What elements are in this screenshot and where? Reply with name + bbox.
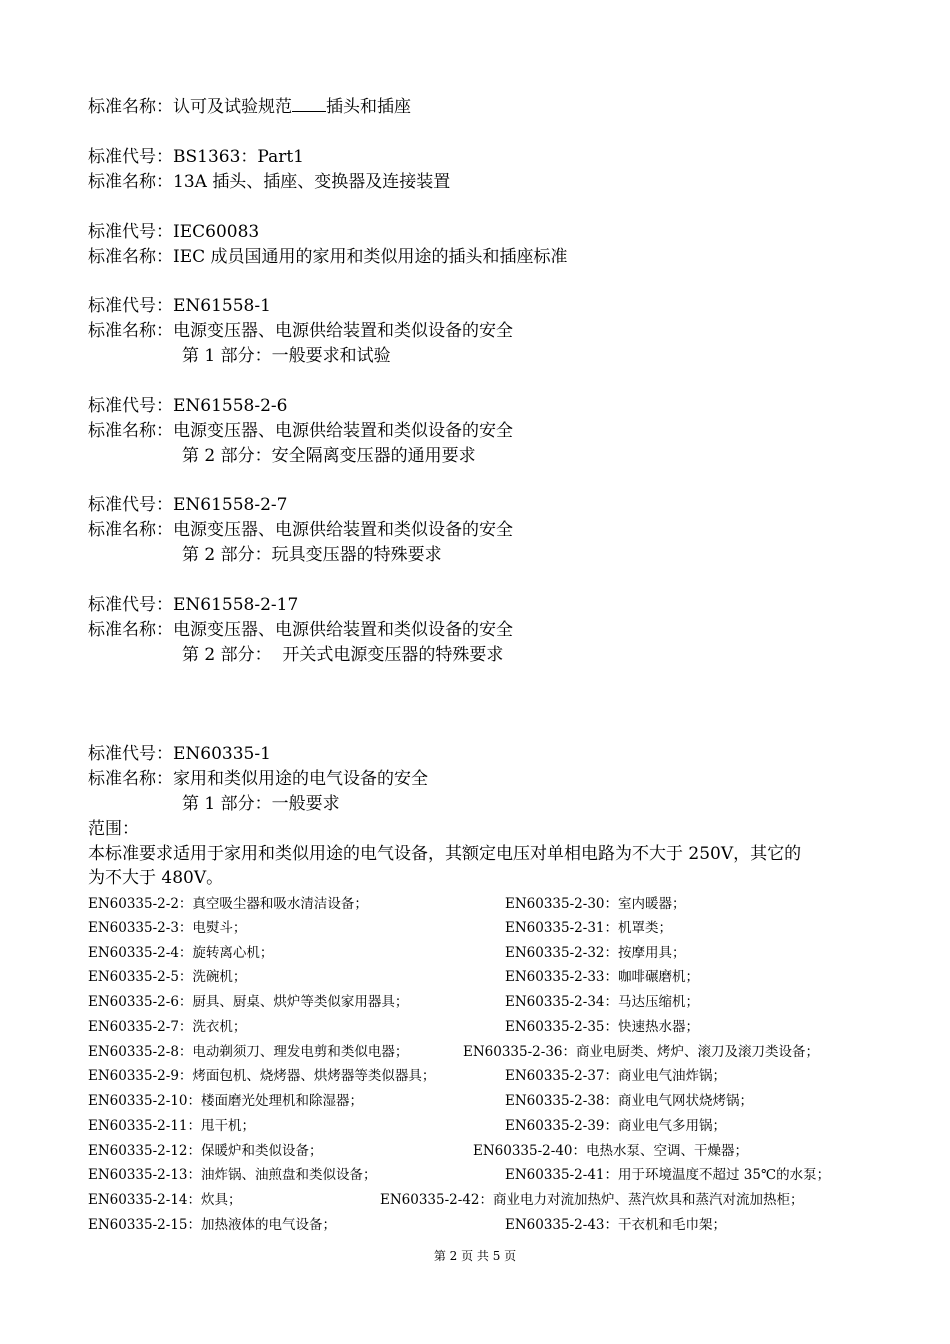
code-label: 标准代号： xyxy=(88,296,173,316)
name-label: 标准名称： xyxy=(88,247,173,267)
part-item: EN60335-2-13：油炸锅、油煎盘和类似设备； xyxy=(88,1167,377,1183)
part-item: EN60335-2-2：真空吸尘器和吸水清洁设备； xyxy=(88,896,368,912)
code-value: EN60335-1 xyxy=(173,744,271,764)
name-tail: 插头和插座 xyxy=(326,97,411,117)
name-value: 电源变压器、电源供给装置和类似设备的安全 xyxy=(173,520,513,540)
part-item: EN60335-2-30：室内暖器； xyxy=(505,896,686,912)
part-item: EN60335-2-38：商业电气网状烧烤锅； xyxy=(505,1093,754,1109)
entry-sub-line: 第 2 部分：安全隔离变压器的通用要求 xyxy=(182,446,476,466)
part-item: EN60335-2-42：商业电力对流加热炉、蒸汽炊具和蒸汽对流加热柜； xyxy=(380,1192,804,1208)
code-value: IEC60083 xyxy=(173,222,260,242)
entry-code-line xyxy=(88,221,259,243)
name-value: 13A 插头、插座、变换器及连接装置 xyxy=(173,172,451,192)
part-item: EN60335-2-33：咖啡碾磨机； xyxy=(505,969,700,985)
entry-code-line xyxy=(88,494,287,516)
code-value: EN61558-2-6 xyxy=(173,396,288,416)
entry-sub-line: 第 1 部分：一般要求 xyxy=(182,794,340,814)
part-item: EN60335-2-36：商业电厨类、烤炉、滚刀及滚刀类设备； xyxy=(463,1044,820,1060)
part-item: EN60335-2-4：旋转离心机； xyxy=(88,945,274,961)
scope-line-2: 为不大于 480V。 xyxy=(88,868,224,888)
entry-name-line xyxy=(88,768,428,790)
code-label: 标准代号： xyxy=(88,744,173,764)
scope-label: 范围： xyxy=(88,819,139,839)
entry-name-line xyxy=(88,519,513,541)
code-value: EN61558-2-17 xyxy=(173,595,299,615)
entry-code-line xyxy=(88,395,287,417)
part-item: EN60335-2-41：用于环境温度不超过 35℃的水泵； xyxy=(505,1167,831,1183)
code-label: 标准代号： xyxy=(88,396,173,416)
name-label: 标准名称： xyxy=(88,769,173,789)
name-text: 认可及试验规范 xyxy=(173,97,292,117)
part-item: EN60335-2-11：甩干机； xyxy=(88,1118,256,1134)
part-item: EN60335-2-43：干衣机和毛巾架； xyxy=(505,1217,727,1233)
part-item: EN60335-2-34：马达压缩机； xyxy=(505,994,700,1010)
name-label: 标准名称： xyxy=(88,620,173,640)
part-item: EN60335-2-7：洗衣机； xyxy=(88,1019,247,1035)
name-label: 标准名称： xyxy=(88,172,173,192)
blank-underline xyxy=(292,97,326,112)
name-label: 标准名称： xyxy=(88,520,173,540)
entry-name-line xyxy=(88,320,513,342)
name-label: 标准名称： xyxy=(88,321,173,341)
part-item: EN60335-2-12：保暖炉和类似设备； xyxy=(88,1143,323,1159)
page-footer: 第 2 页 共 5 页 xyxy=(433,1249,517,1263)
name-label: 标准名称： xyxy=(88,421,173,441)
code-label: 标准代号： xyxy=(88,595,173,615)
part-item: EN60335-2-5：洗碗机； xyxy=(88,969,247,985)
code-value: BS1363：Part1 xyxy=(173,147,304,167)
name-value: 电源变压器、电源供给装置和类似设备的安全 xyxy=(173,421,513,441)
entry-name-line xyxy=(88,420,513,442)
code-label: 标准代号： xyxy=(88,222,173,242)
name-value: 家用和类似用途的电气设备的安全 xyxy=(173,769,428,789)
part-item: EN60335-2-6：厨具、厨桌、烘炉等类似家用器具； xyxy=(88,994,409,1010)
part-item: EN60335-2-10：楼面磨光处理机和除湿器； xyxy=(88,1093,364,1109)
code-label: 标准代号： xyxy=(88,495,173,515)
part-item: EN60335-2-3：电熨斗； xyxy=(88,920,247,936)
name-label: 标准名称： xyxy=(88,97,173,117)
part-item: EN60335-2-9：烤面包机、烧烤器、烘烤器等类似器具； xyxy=(88,1068,436,1084)
part-item: EN60335-2-14：炊具； xyxy=(88,1192,242,1208)
part-item: EN60335-2-31：机罩类； xyxy=(505,920,673,936)
code-value: EN61558-1 xyxy=(173,296,271,316)
part-item: EN60335-2-37：商业电气油炸锅； xyxy=(505,1068,727,1084)
entry-code-line xyxy=(88,594,298,616)
part-item: EN60335-2-40：电热水泵、空调、干燥器； xyxy=(473,1143,749,1159)
part-item: EN60335-2-32：按摩用具； xyxy=(505,945,686,961)
part-item: EN60335-2-35：快速热水器； xyxy=(505,1019,700,1035)
entry-name-line xyxy=(88,171,450,193)
name-value: 电源变压器、电源供给装置和类似设备的安全 xyxy=(173,321,513,341)
part-item: EN60335-2-15：加热液体的电气设备； xyxy=(88,1217,337,1233)
entry-code-line xyxy=(88,295,271,317)
scope-line-1: 本标准要求适用于家用和类似用途的电气设备，其额定电压对单相电路为不大于 250V，其它的 xyxy=(88,844,802,864)
code-label: 标准代号： xyxy=(88,147,173,167)
entry-name-line xyxy=(88,246,568,268)
name-value: IEC 成员国通用的家用和类似用途的插头和插座标准 xyxy=(173,247,568,267)
part-item: EN60335-2-39：商业电气多用锅； xyxy=(505,1118,727,1134)
entry-code-line xyxy=(88,743,271,765)
entry-sub-line: 第 1 部分：一般要求和试验 xyxy=(182,346,391,366)
part-item: EN60335-2-8：电动剃须刀、理发电剪和类似电器； xyxy=(88,1044,409,1060)
entry-sub-line: 第 2 部分：玩具变压器的特殊要求 xyxy=(182,545,442,565)
code-value: EN61558-2-7 xyxy=(173,495,288,515)
entry-code-line xyxy=(88,146,304,168)
entry-sub-line: 第 2 部分： 开关式电源变压器的特殊要求 xyxy=(182,645,504,665)
name-value: 电源变压器、电源供给装置和类似设备的安全 xyxy=(173,620,513,640)
entry-name-line xyxy=(88,619,513,641)
title-line xyxy=(88,96,411,118)
